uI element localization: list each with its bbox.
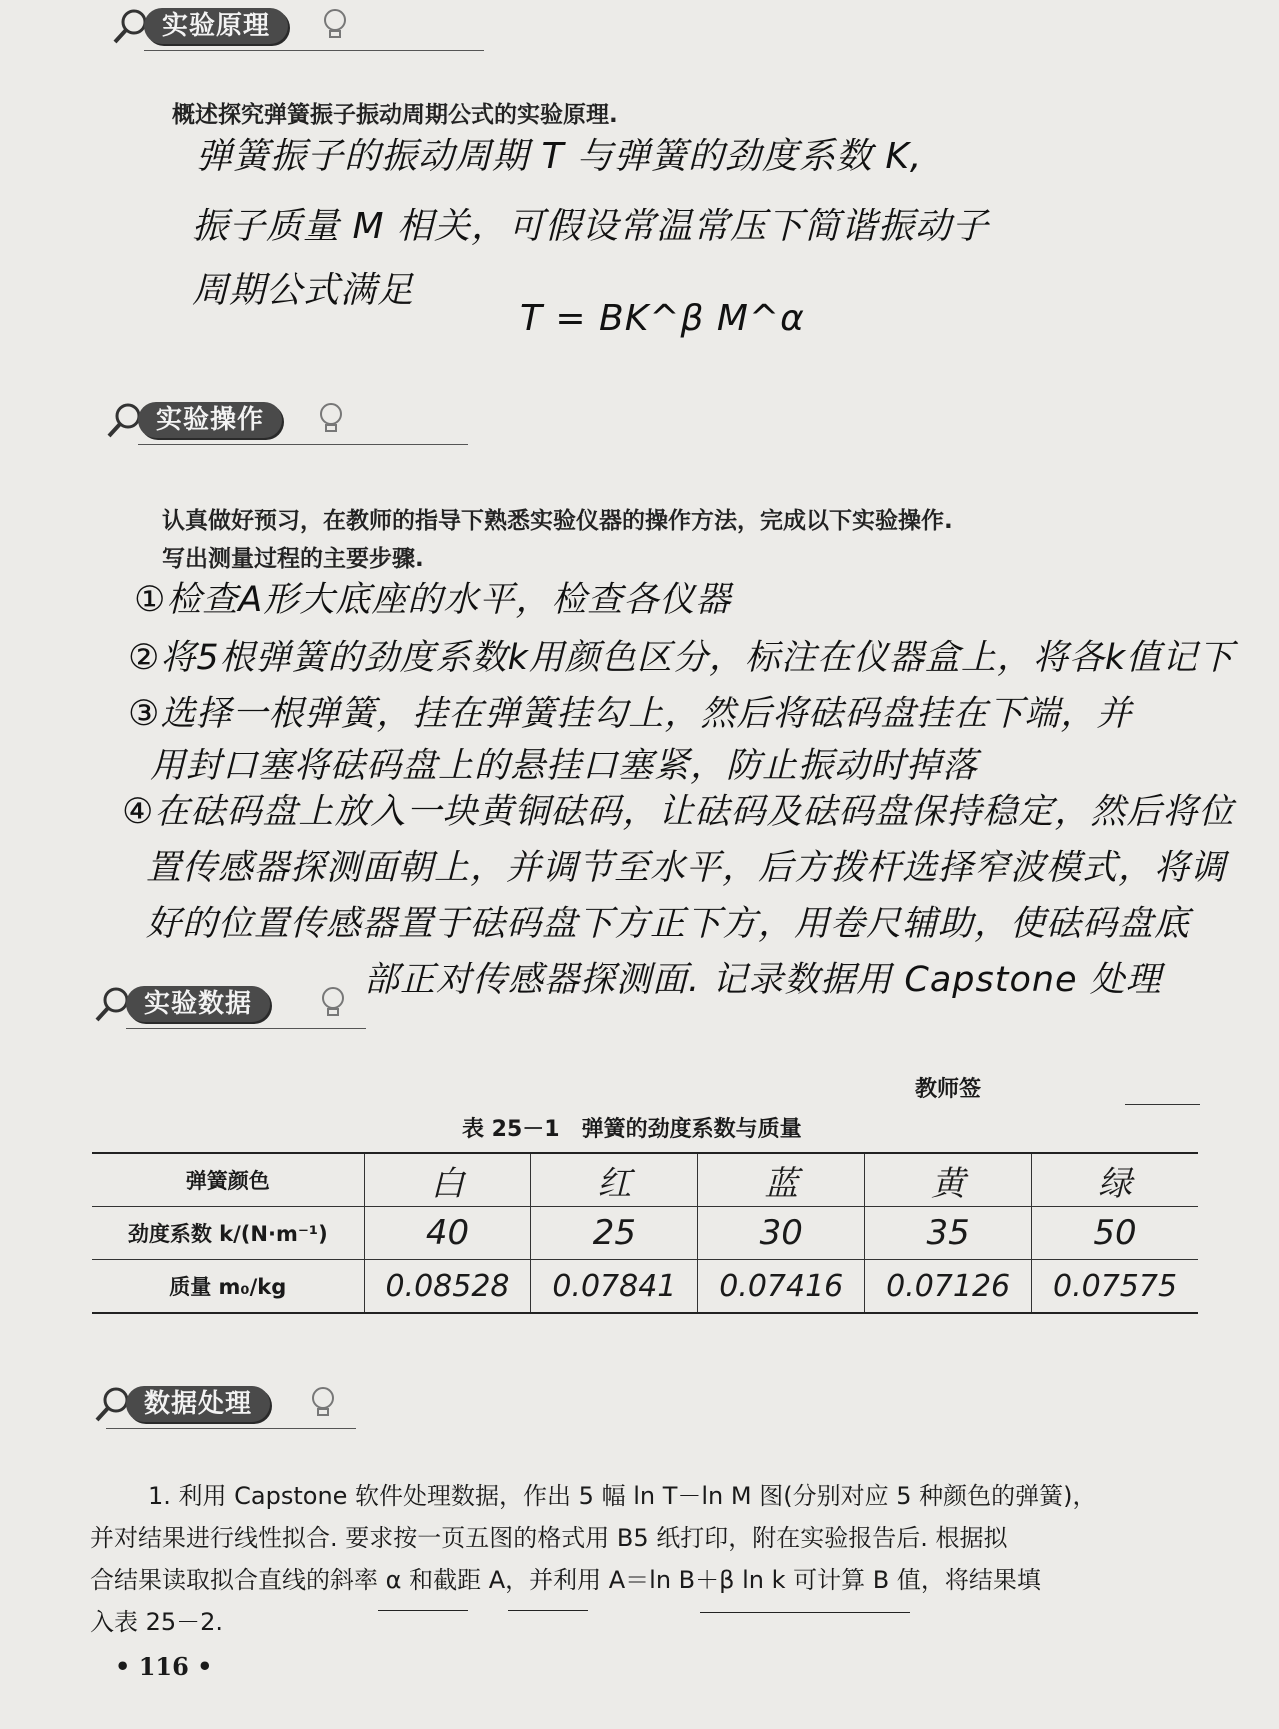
lightbulb-icon (318, 4, 352, 44)
header-rule (126, 1028, 366, 1029)
row-header: 质量 m₀/kg (92, 1260, 364, 1314)
section-header-data (94, 980, 354, 1030)
header-rule (138, 444, 468, 445)
handwritten-step: 置传感器探测面朝上，并调节至水平，后方拨杆选择窄波模式，将调 (146, 848, 1227, 888)
handwritten-formula: T = BK^β M^α (520, 298, 805, 339)
processing-instructions (90, 1475, 1200, 1643)
mass-cell: 0.07126 (865, 1260, 1032, 1314)
section-title: 实验操作 (138, 402, 282, 438)
k-value-cell: 25 (531, 1207, 698, 1260)
handwritten-step: ②将5根弹簧的劲度系数k用颜色区分，标注在仪器盒上，将各k值记下 (128, 638, 1235, 678)
section-header-operation (106, 396, 366, 446)
page-number: • 116 • (115, 1652, 213, 1681)
lightbulb-icon (306, 1382, 340, 1422)
handwritten-step: 用封口塞将砝码盘上的悬挂口塞紧，防止振动时掉落 (150, 746, 979, 786)
table-row (92, 1153, 1198, 1207)
teacher-signature-label: 教师签 (915, 1077, 982, 1102)
color-cell: 黄 (865, 1153, 1032, 1207)
handwritten-step: ③选择一根弹簧，挂在弹簧挂勾上，然后将砝码盘挂在下端，并 (128, 694, 1133, 734)
color-cell: 红 (531, 1153, 698, 1207)
pen-underline (700, 1612, 910, 1613)
row-header: 劲度系数 k/(N·m⁻¹) (92, 1207, 364, 1260)
operation-prompt-line: 写出测量过程的主要步骤. (162, 546, 424, 572)
handwritten-step: ④在砝码盘上放入一块黄铜砝码，让砝码及砝码盘保持稳定，然后将位 (122, 792, 1235, 832)
color-cell: 白 (364, 1153, 531, 1207)
section-header-principle (112, 2, 372, 52)
instruction-line: 合结果读取拟合直线的斜率 α 和截距 A，并利用 A＝ln B＋β ln k 可计算 B 值，将结果填 (90, 1566, 1041, 1594)
mass-cell: 0.07841 (531, 1260, 698, 1314)
row-header: 弹簧颜色 (92, 1153, 364, 1207)
mass-cell: 0.07416 (698, 1260, 865, 1314)
color-cell: 绿 (1032, 1153, 1198, 1207)
header-rule (106, 1428, 356, 1429)
lightbulb-icon (314, 398, 348, 438)
handwritten-line: 弹簧振子的振动周期 T 与弹簧的劲度系数 K, (196, 136, 923, 177)
instruction-line: 入表 25－2. (90, 1608, 224, 1636)
mass-cell: 0.08528 (364, 1260, 531, 1314)
table-caption: 表 25－1 弹簧的劲度系数与质量 (462, 1117, 802, 1142)
k-value-cell: 50 (1032, 1207, 1198, 1260)
section-title: 数据处理 (126, 1386, 270, 1422)
k-value-cell: 40 (364, 1207, 531, 1260)
instruction-line: 并对结果进行线性拟合. 要求按一页五图的格式用 B5 纸打印，附在实验报告后. 根据拟 (90, 1524, 1008, 1552)
section-title: 实验原理 (144, 8, 288, 44)
pen-underline (378, 1610, 468, 1611)
signature-line (1125, 1104, 1200, 1105)
spring-data-table (92, 1152, 1198, 1314)
handwritten-line: 振子质量 M 相关，可假设常温常压下简谐振动子 (192, 206, 989, 247)
handwritten-line: 周期公式满足 (192, 270, 415, 311)
header-rule (144, 50, 484, 51)
handwritten-step: 部正对传感器探测面. 记录数据用 Capstone 处理 (364, 960, 1162, 1000)
k-value-cell: 30 (698, 1207, 865, 1260)
mass-cell: 0.07575 (1032, 1260, 1198, 1314)
section-title: 实验数据 (126, 986, 270, 1022)
lightbulb-icon (316, 982, 350, 1022)
color-cell: 蓝 (698, 1153, 865, 1207)
table-row (92, 1260, 1198, 1314)
pen-underline (508, 1610, 588, 1611)
handwritten-step: 好的位置传感器置于砝码盘下方正下方，用卷尺辅助，使砝码盘底 (146, 904, 1191, 944)
instruction-line: 1. 利用 Capstone 软件处理数据，作出 5 幅 ln T－ln M 图(分别对应 5 种颜色的弹簧)， (148, 1482, 1097, 1510)
section-header-processing (94, 1380, 354, 1430)
k-value-cell: 35 (865, 1207, 1032, 1260)
principle-prompt: 概述探究弹簧振子振动周期公式的实验原理. (172, 102, 618, 128)
operation-prompt-line: 认真做好预习，在教师的指导下熟悉实验仪器的操作方法，完成以下实验操作. (162, 508, 953, 534)
handwritten-step: ①检查A形大底座的水平，检查各仪器 (134, 580, 732, 620)
table-row (92, 1207, 1198, 1260)
